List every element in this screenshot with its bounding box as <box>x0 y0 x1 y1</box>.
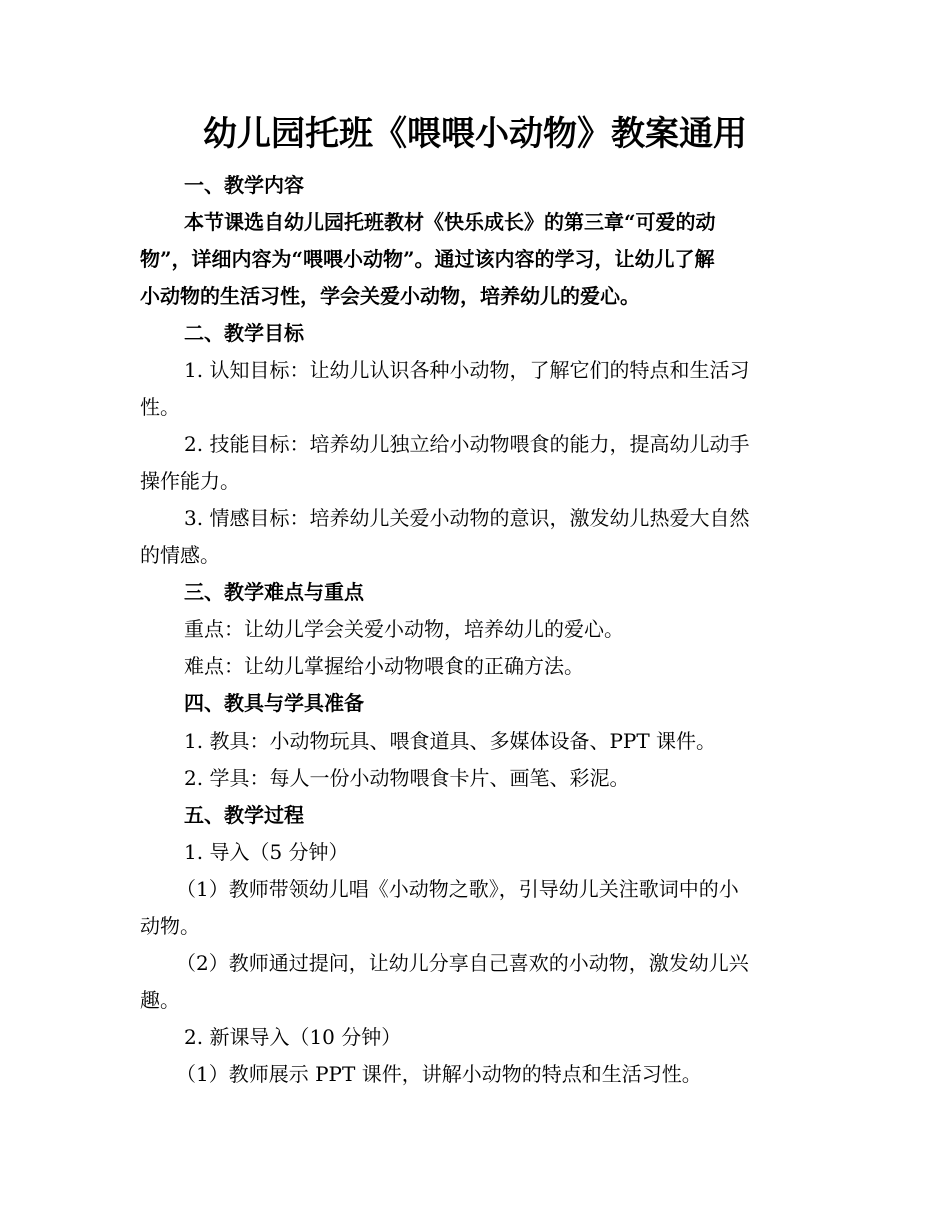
paragraph-line: 操作能力。 <box>140 469 240 493</box>
paragraph-line: 重点：让幼儿学会关爱小动物，培养幼儿的爱心。 <box>184 617 624 641</box>
paragraph-line: 2. 新课导入（10 分钟） <box>184 1025 402 1049</box>
paragraph-line: 趣。 <box>140 988 180 1012</box>
paragraph-line: 小动物的生活习性，学会关爱小动物，培养幼儿的爱心。 <box>140 284 640 308</box>
paragraph-line: 1. 导入（5 分钟） <box>184 840 349 864</box>
section-heading: 五、教学过程 <box>184 803 304 827</box>
paragraph-line: 1. 教具：小动物玩具、喂食道具、多媒体设备、PPT 课件。 <box>184 729 717 753</box>
section-heading: 一、教学内容 <box>184 173 304 197</box>
paragraph-line: （1）教师带领幼儿唱《小动物之歌》，引导幼儿关注歌词中的小 <box>176 877 739 901</box>
paragraph-line: （1）教师展示 PPT 课件，讲解小动物的特点和生活习性。 <box>176 1062 702 1086</box>
paragraph-line: 3. 情感目标：培养幼儿关爱小动物的意识，激发幼儿热爱大自然 <box>184 506 750 530</box>
section-heading: 四、教具与学具准备 <box>184 691 364 715</box>
paragraph-line: 难点：让幼儿掌握给小动物喂食的正确方法。 <box>184 654 584 678</box>
section-heading: 二、教学目标 <box>184 321 304 345</box>
paragraph-line: 2. 技能目标：培养幼儿独立给小动物喂食的能力，提高幼儿动手 <box>184 432 750 456</box>
paragraph-line: 性。 <box>140 395 180 419</box>
paragraph-line: （2）教师通过提问，让幼儿分享自己喜欢的小动物，激发幼儿兴 <box>176 951 749 975</box>
section-heading: 三、教学难点与重点 <box>184 580 364 604</box>
document-title: 幼儿园托班《喂喂小动物》教案通用 <box>203 114 747 154</box>
paragraph-line: 1. 认知目标：让幼儿认识各种小动物，了解它们的特点和生活习 <box>184 358 750 382</box>
paragraph-line: 物”，详细内容为“喂喂小动物”。通过该内容的学习，让幼儿了解 <box>140 247 715 271</box>
paragraph-line: 的情感。 <box>140 543 220 567</box>
paragraph-line: 2. 学具：每人一份小动物喂食卡片、画笔、彩泥。 <box>184 766 630 790</box>
paragraph-line: 本节课选自幼儿园托班教材《快乐成长》的第三章“可爱的动 <box>184 210 716 234</box>
paragraph-line: 动物。 <box>140 914 200 938</box>
